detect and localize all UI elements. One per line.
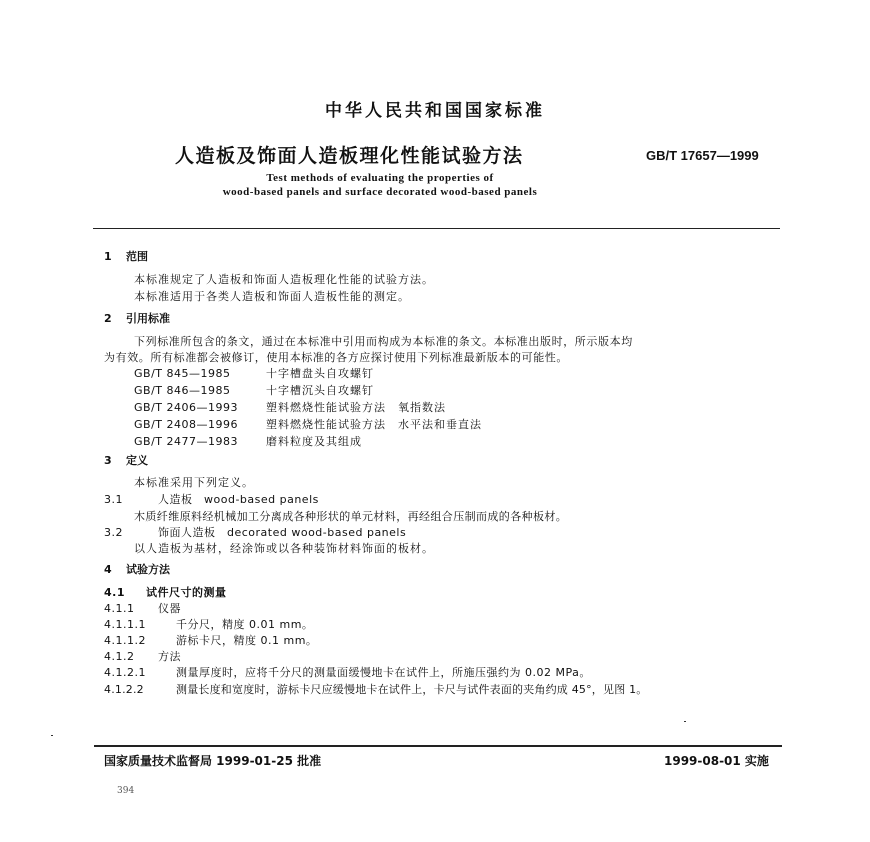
paragraph-line: 下列标准所包含的条文，通过在本标准中引用而构成为本标准的条文。本标准出版时，所示版本均 xyxy=(134,335,633,348)
clause-4-1-2-2 xyxy=(104,681,648,697)
section-number: 3 xyxy=(104,454,112,467)
definition-term: 饰面人造板 decorated wood-based panels xyxy=(158,526,407,539)
clause-text: 方法 xyxy=(158,650,181,663)
reference-item xyxy=(134,399,446,415)
clause-text: 测量厚度时，应将千分尺的测量面缓慢地卡在试件上，所施压强约为 0.02 MPa。 xyxy=(176,666,591,679)
definition-term: 人造板 wood-based panels xyxy=(158,493,319,506)
reference-name: 十字槽盘头自攻螺钉 xyxy=(266,367,374,380)
national-standard-header: 中华人民共和国国家标准 xyxy=(325,101,545,121)
reference-code: GB/T 2477—1983 xyxy=(134,435,238,448)
reference-name: 十字槽沉头自攻螺钉 xyxy=(266,384,374,397)
section-number: 2 xyxy=(104,312,112,325)
reference-code: GB/T 845—1985 xyxy=(134,367,231,380)
definition-text: 木质纤维原料经机械加工分离成各种形状的单元材料，再经组合压制而成的各种板材。 xyxy=(134,510,568,523)
paragraph-line: 为有效。所有标准都会被修订，使用本标准的各方应探讨使用下列标准最新版本的可能性。 xyxy=(104,351,568,364)
reference-item xyxy=(134,365,374,381)
reference-code: GB/T 846—1985 xyxy=(134,384,231,397)
clause-number: 4.1.2.2 xyxy=(104,683,144,696)
approval-note: 国家质量技术监督局 1999-01-25 批准 xyxy=(104,754,322,768)
implementation-date: 1999-08-01 实施 xyxy=(664,754,769,768)
clause-4-1-2-1 xyxy=(104,664,591,680)
reference-item xyxy=(134,382,374,398)
clause-text: 试件尺寸的测量 xyxy=(146,586,227,599)
scan-speck xyxy=(51,735,53,736)
definition-text: 以人造板为基材，经涂饰或以各种装饰材料饰面的板材。 xyxy=(134,542,434,555)
english-title-line-2: wood-based panels and surface decorated wood-based panels xyxy=(222,186,538,198)
section-title: 试验方法 xyxy=(126,563,170,576)
clause-number: 4.1.2 xyxy=(104,650,135,663)
definition-3-1-term xyxy=(104,491,319,507)
section-4-heading xyxy=(104,561,170,577)
reference-item xyxy=(134,433,362,449)
reference-code: GB/T 2408—1996 xyxy=(134,418,238,431)
clause-number: 3.2 xyxy=(104,526,123,539)
paragraph-line: 本标准适用于各类人造板和饰面人造板性能的测定。 xyxy=(134,290,410,303)
reference-name: 塑料燃烧性能试验方法 氧指数法 xyxy=(266,401,446,414)
section-2-heading xyxy=(104,310,170,326)
clause-text: 仪器 xyxy=(158,602,181,615)
clause-number: 4.1.2.1 xyxy=(104,666,146,679)
section-3-heading xyxy=(104,452,148,468)
clause-number: 4.1 xyxy=(104,586,125,599)
clause-number: 4.1.1.2 xyxy=(104,634,146,647)
top-divider xyxy=(93,228,780,229)
reference-name: 塑料燃烧性能试验方法 水平法和垂直法 xyxy=(266,418,482,431)
clause-number: 3.1 xyxy=(104,493,123,506)
section-title: 范围 xyxy=(126,250,148,263)
section-title: 引用标准 xyxy=(126,312,170,325)
section-number: 4 xyxy=(104,563,112,576)
reference-item xyxy=(134,416,482,432)
clause-4-1-2 xyxy=(104,648,181,664)
definition-3-2-term xyxy=(104,524,406,540)
section-1-heading xyxy=(104,248,148,264)
clause-4-1-1 xyxy=(104,600,181,616)
clause-4-1-1-2 xyxy=(104,632,317,648)
reference-name: 磨料粒度及其组成 xyxy=(266,435,362,448)
clause-number: 4.1.1.1 xyxy=(104,618,146,631)
clause-4-1 xyxy=(104,584,227,600)
paragraph-line: 本标准规定了人造板和饰面人造板理化性能的试验方法。 xyxy=(134,273,434,286)
clause-number: 4.1.1 xyxy=(104,602,135,615)
scan-speck xyxy=(684,721,686,722)
english-title-line-1: Test methods of evaluating the properties of xyxy=(266,172,494,184)
section-number: 1 xyxy=(104,250,112,263)
section-title: 定义 xyxy=(126,454,148,467)
footer-divider xyxy=(94,745,782,747)
clause-4-1-1-1 xyxy=(104,616,313,632)
page-number: 394 xyxy=(117,786,135,796)
paragraph-line: 本标准采用下列定义。 xyxy=(134,476,254,489)
chinese-title: 人造板及饰面人造板理化性能试验方法 xyxy=(175,145,524,167)
standard-number: GB/T 17657—1999 xyxy=(646,148,759,163)
clause-text: 测量长度和宽度时，游标卡尺应缓慢地卡在试件上，卡尺与试件表面的夹角约成 45°，见图 1。 xyxy=(176,683,648,696)
clause-text: 游标卡尺，精度 0.1 mm。 xyxy=(176,634,318,647)
clause-text: 千分尺，精度 0.01 mm。 xyxy=(176,618,314,631)
reference-code: GB/T 2406—1993 xyxy=(134,401,238,414)
